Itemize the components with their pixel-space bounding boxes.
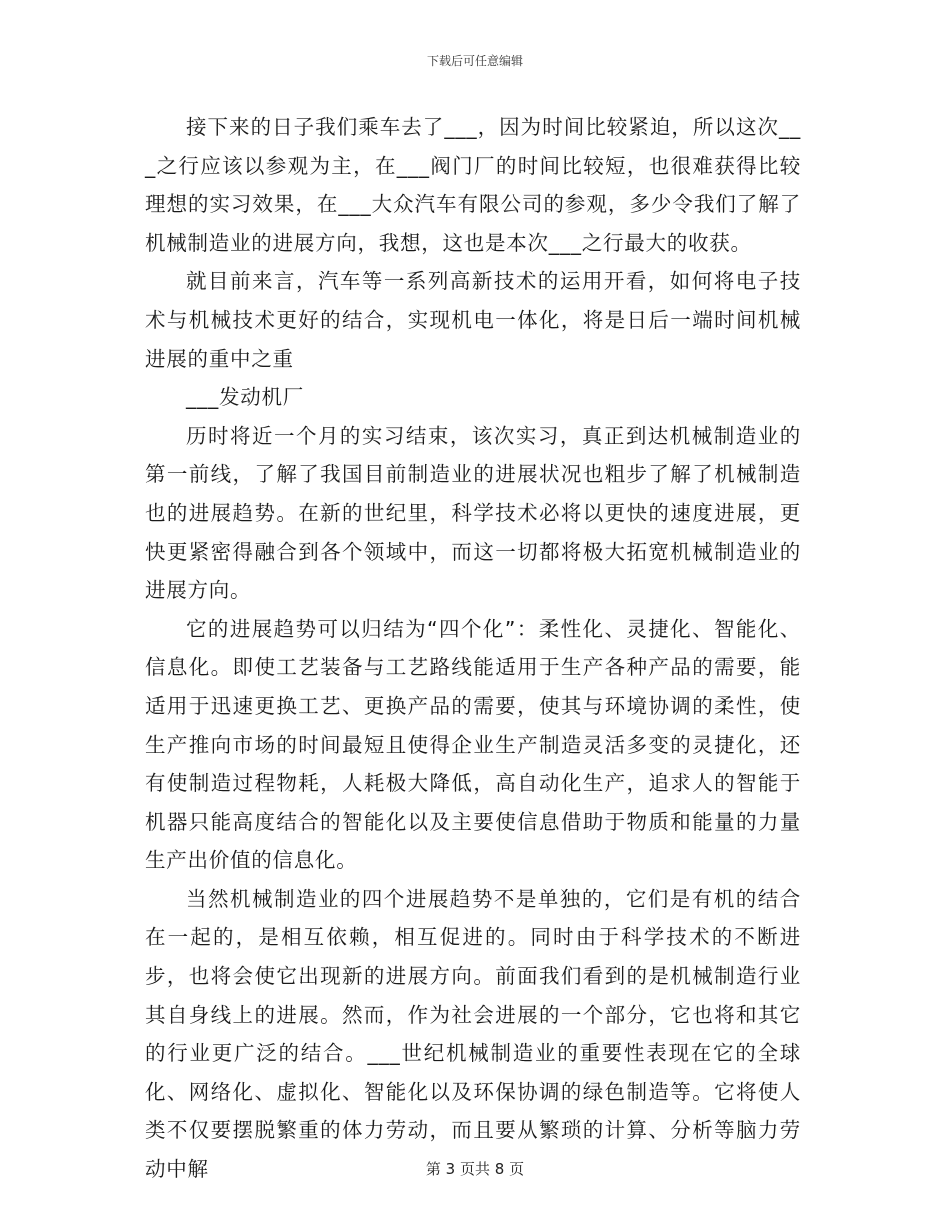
document-body xyxy=(145,108,801,1189)
paragraph-4: 历时将近一个月的实习结束，该次实习，真正到达机械制造业的第一前线，了解了我国目前制造业的进展状况也粗步了解了机械制造也的进展趋势。在新的世纪里，科学技术必将以更快的速度进展，更快更紧密得融合到各个领域中，而这一切都将极大拓宽机械制造业的进展方向。 xyxy=(145,423,801,603)
paragraph-2: 就目前来言，汽车等一系列高新技术的运用开看，如何将电子技术与机械技术更好的结合，实现机电一体化，将是日后一端时间机械进展的重中之重 xyxy=(145,269,801,371)
page-header: 下载后可任意编辑 xyxy=(426,54,523,68)
page-footer: 第 3 页共 8 页 xyxy=(425,1160,525,1178)
paragraph-6: 当然机械制造业的四个进展趋势不是单独的，它们是有机的结合在一起的，是相互依赖，相互促进的。同时由于科学技术的不断进步，也将会使它出现新的进展方向。前面我们看到的是机械制造行业其自身线上的进展。然而，作为社会进展的一个部分，它也将和其它的行业更广泛的结合。___世纪机械制造业的重要性表现在它的全球化、网络化、虚拟化、智能化以及环保协调的绿色制造等。它将使人类不仅要摆脱繁重的体力劳动，而且要从繁琐的计算、分析等脑力劳动中解 xyxy=(145,886,801,1182)
paragraph-3-heading: ___发动机厂 xyxy=(186,385,304,410)
paragraph-5: 它的进展趋势可以归结为“四个化”：柔性化、灵捷化、智能化、信息化。即使工艺装备与工艺路线能适用于生产各种产品的需要，能适用于迅速更换工艺、更换产品的需要，使其与环境协调的柔性，使生产推向市场的时间最短且使得企业生产制造灵活多变的灵捷化，还有使制造过程物耗，人耗极大降低，高自动化生产，追求人的智能于机器只能高度结合的智能化以及主要使信息借助于物质和能量的力量生产出价值的信息化。 xyxy=(145,616,801,873)
paragraph-1: 接下来的日子我们乘车去了___，因为时间比较紧迫，所以这次___之行应该以参观为主，在___阀门厂的时间比较短，也很难获得比较理想的实习效果，在___大众汽车有限公司的参观，多少令我们了解了机械制造业的进展方向，我想，这也是本次___之行最大的收获。 xyxy=(145,115,801,255)
